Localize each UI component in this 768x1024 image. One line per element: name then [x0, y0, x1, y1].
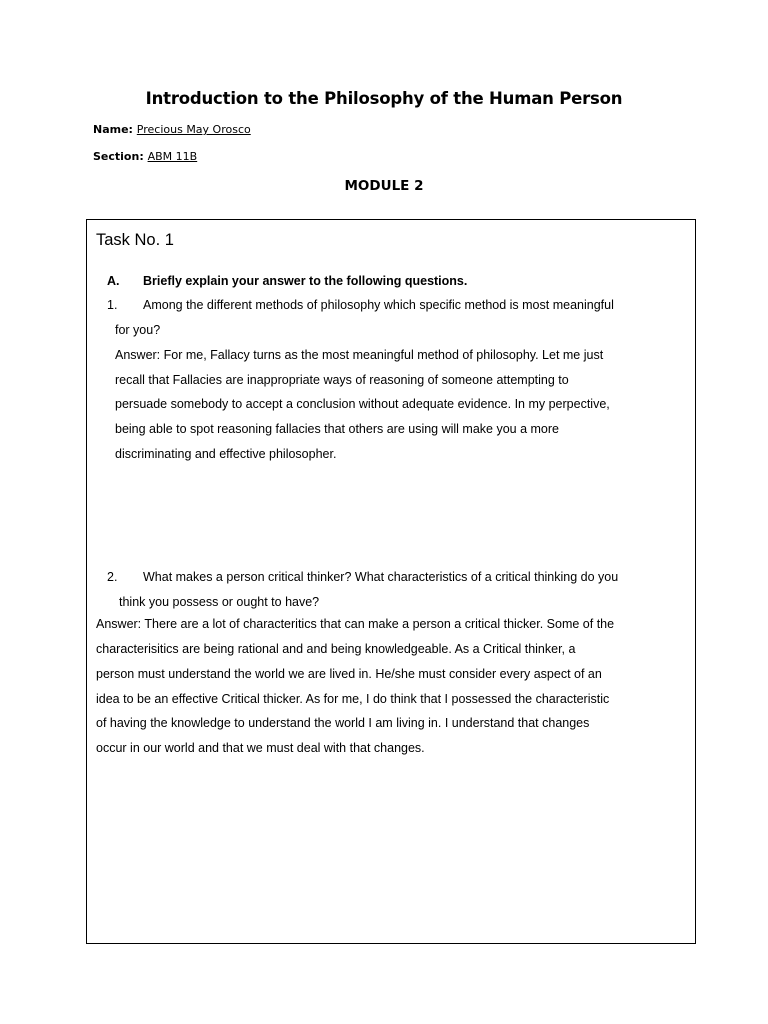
question-1-line-2: for you? [115, 323, 161, 337]
answer-1-line-3: persuade somebody to accept a conclusion without adequate evidence. In my perpective, [115, 397, 610, 411]
answer-2-line-6: occur in our world and that we must deal with that changes. [96, 741, 425, 755]
answer-2-line-3: person must understand the world we are lived in. He/she must consider every aspect of an [96, 667, 602, 681]
question-1-text: Among the different methods of philosophy which specific method is most meaningful [143, 298, 614, 312]
instruction-letter: A. [107, 274, 120, 288]
answer-1-line-2: recall that Fallacies are inappropriate ways of reasoning of someone attempting to [115, 373, 569, 387]
task-box [86, 219, 696, 944]
answer-2-line-1: Answer: There are a lot of characteritics that can make a person a critical thicker. Some of the [96, 617, 615, 631]
name-row [93, 122, 251, 138]
question-1-number: 1. [107, 298, 118, 312]
section-value: ABM 11B [147, 150, 198, 163]
section-label: Section: [93, 150, 144, 163]
document-title: Introduction to the Philosophy of the Human Person [145, 89, 623, 108]
answer-2-line-2: characterisitics are being rational and and being knowledgeable. As a Critical thinker, a [96, 642, 576, 656]
instruction [107, 272, 467, 290]
answer-1-line-1: Answer: For me, Fallacy turns as the most meaningful method of philosophy. Let me just [115, 348, 604, 362]
answer-2-line-5: of having the knowledge to understand the world I am living in. I understand that changes [96, 716, 590, 730]
question-1-line-1 [107, 293, 614, 318]
name-label: Name: [93, 123, 133, 136]
answer-1-line-4: being able to spot reasoning fallacies that others are using will make you a more [115, 422, 560, 436]
instruction-text: Briefly explain your answer to the following questions. [143, 274, 468, 288]
module-heading: MODULE 2 [344, 178, 424, 194]
question-2-line-2: think you possess or ought to have? [119, 595, 320, 609]
task-title: Task No. 1 [96, 231, 174, 249]
question-2-text: What makes a person critical thinker? What characteristics of a critical thinking do you [143, 570, 619, 584]
question-2-number: 2. [107, 570, 118, 584]
name-value: Precious May Orosco [136, 123, 251, 136]
answer-1-line-5: discriminating and effective philosopher. [115, 447, 337, 461]
question-2-line-1 [107, 565, 618, 590]
answer-2-line-4: idea to be an effective Critical thicker. As for me, I do think that I possessed the characteristic [96, 692, 610, 706]
section-row [93, 149, 197, 165]
